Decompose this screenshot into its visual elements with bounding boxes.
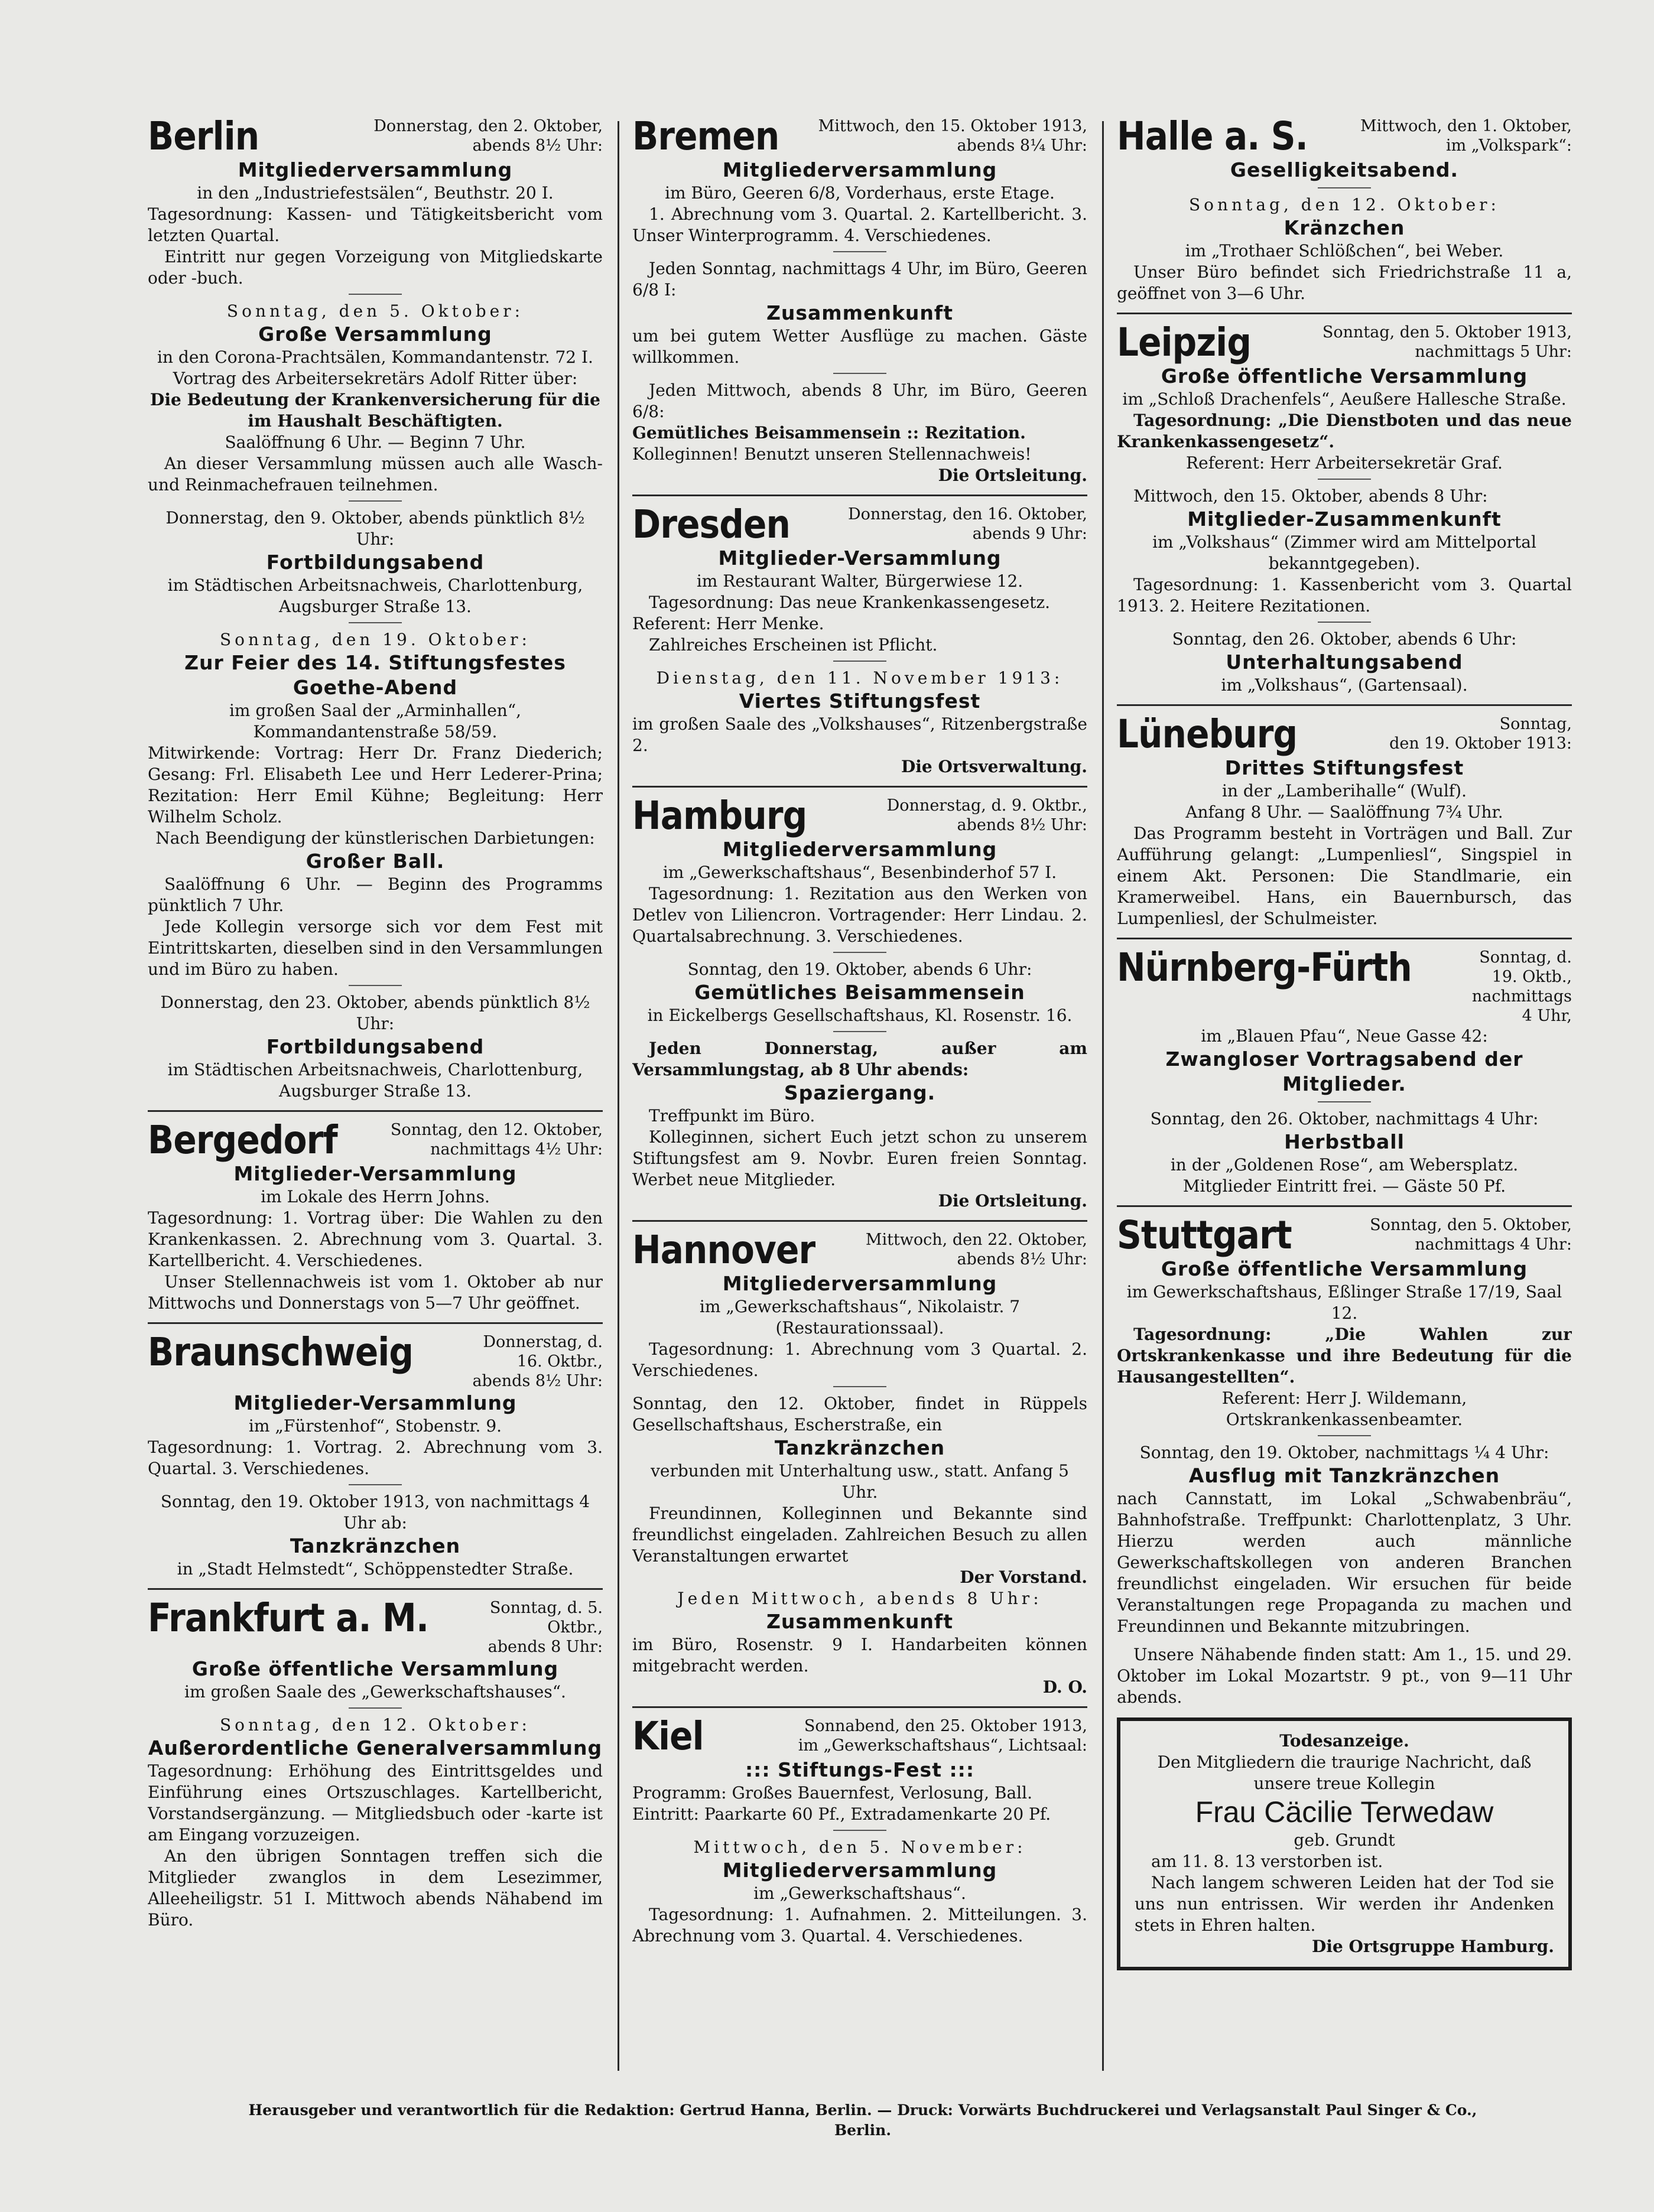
column-3	[1117, 115, 1572, 2071]
event-date: Donnerstag, d. 9. Oktbr., abends 8½ Uhr:	[886, 796, 1087, 834]
divider	[833, 661, 886, 662]
signature: Die Ortsleitung.	[938, 466, 1087, 485]
divider	[833, 373, 886, 374]
event-date: Sonntag, den 19. Oktober 1913:	[1389, 715, 1572, 753]
divider	[1318, 187, 1371, 188]
column-1	[148, 115, 603, 2071]
city-title: Berlin	[148, 115, 259, 159]
section-hamburg: Hamburg Donnerstag, d. 9. Oktbr., abends 8½ Uhr: Mitgliederversammlung im „Gewerkschaftshaus“, Besenbinderhof 57 I. Tagesordnung: 1. Rezitation aus den Werken von Detlev von Liliencron. Vortragender: Herr Lindau. 2. Quartalsabrechnung. 3. Verschiedenes. Sonntag, den 19. Oktober, abends 6 Uhr: Gemütliches Beisammensein in Eickelbergs Gesellschaftshaus, Kl. Rosenstr. 16. Jeden Donnerstag, außer am Versammlungstag, ab 8 Uhr abends: Spaziergang. Treffpunkt im Büro. Kolleginnen, sichert Euch jetzt schon zu unserem Stiftungsfest am 9. Novbr. Euren freien Sonntag. Werbet neue Mitglieder. Die Ortsleitung.	[632, 793, 1087, 1211]
section-divider	[148, 1110, 603, 1112]
city-title: Stuttgart	[1117, 1212, 1292, 1258]
deceased-name: Frau Cäcilie Terwedaw	[1195, 1795, 1494, 1829]
section-divider	[1117, 704, 1572, 706]
section-lueneburg: Lüneburg Sonntag, den 19. Oktober 1913: Drittes Stiftungsfest in der „Lamberihalle“ (Wulf). Anfang 8 Uhr. — Saalöffnung 7¾ Uhr. Das Programm besteht in Vorträgen und Ball. Zur Aufführung gelangt: „Lumpenliesl“, Singspiel in einem Akt. Personen: Die Standlmarie, ein Kramerweibel. Hans, ein Bauernbursch, das Lumpenliesl, der Schulmeister.	[1117, 711, 1572, 928]
section-braunschweig: Braunschweig Donnerstag, d. 16. Oktbr., abends 8½ Uhr: Mitglieder-Versammlung im „Fürstenhof“, Stobenstr. 9. Tagesordnung: 1. Vortrag. 2. Abrechnung vom 3. Quartal. 3. Verschiedenes. Sonntag, den 19. Oktober 1913, von nachmittags 4 Uhr ab: Tanzkränzchen in „Stadt Helmstedt“, Schöppenstedter Straße.	[148, 1329, 603, 1579]
event-date: Sonntag, den 5. Oktober 1913, nachmittags 5 Uhr:	[1322, 323, 1572, 361]
event-date: Sonntag, d. 5. Oktbr., abends 8 Uhr:	[488, 1599, 603, 1656]
city-title: Halle a. S.	[1117, 115, 1308, 159]
imprint-footer: Herausgeber und verantwortlich für die Redaktion: Gertrud Hanna, Berlin. — Druck: Vorwärts Buchdruckerei und Verlagsanstalt Paul Singer & Co., Berlin.	[248, 2102, 1477, 2139]
event-date: Mittwoch, den 22. Oktober, abends 8½ Uhr:	[865, 1231, 1087, 1268]
death-notice-heading: Todesanzeige.	[1279, 1731, 1409, 1751]
section-bergedorf: Bergedorf Sonntag, den 12. Oktober, nachmittags 4½ Uhr: Mitglieder-Versammlung im Lokale des Herrn Johns. Tagesordnung: 1. Vortrag über: Die Wahlen zu den Krankenkassen. 2. Abrechnung vom 3. Quartal. 3. Kartellbericht. 4. Verschiedenes. Unser Stellennachweis ist vom 1. Oktober ab nur Mittwochs und Donnerstags von 5—7 Uhr geöffnet.	[148, 1117, 603, 1313]
event-date: Sonntag, den 5. Oktober, nachmittags 4 Uhr:	[1370, 1216, 1572, 1254]
event-date: Sonntag, den 12. Oktober, nachmittags 4½ Uhr:	[390, 1121, 603, 1159]
divider	[1318, 479, 1371, 480]
column-divider	[1102, 121, 1104, 2071]
section-divider	[632, 1706, 1087, 1708]
section-stuttgart: Stuttgart Sonntag, den 5. Oktober, nachmittags 4 Uhr: Große öffentliche Versammlung im Gewerkschaftshaus, Eßlinger Straße 17/19, Saal 12. Tagesordnung: „Die Wahlen zur Ortskrankenkasse und ihre Bedeutung für die Hausangestellten“. Referent: Herr J. Wildemann, Ortskrankenkassenbeamter. Sonntag, den 19. Oktober, nachmittags ¼ 4 Uhr: Ausflug mit Tanzkränzchen nach Cannstatt, im Lokal „Schwabenbräu“, Bahnhofstraße. Treffpunkt: Charlottenplatz, 3 Uhr. Hierzu werden auch männliche Gewerkschaftskollegen von anderen Branchen freundlichst eingeladen. Wir ersuchen für beide Veranstaltungen rege Propaganda zu machen und Freundinnen und Bekannte mitzubringen. Unsere Nähabende finden statt: Am 1., 15. und 29. Oktober im Lokal Mozartstr. 9 pt., von 9—11 Uhr abends.	[1117, 1212, 1572, 1707]
city-title: Kiel	[632, 1713, 704, 1759]
death-notice: Todesanzeige. Den Mitgliedern die traurige Nachricht, daß unsere treue Kollegin Frau Cäcilie Terwedaw geb. Grundt am 11. 8. 13 verstorben ist. Nach langem schweren Leiden hat der Tod sie uns nun entrissen. Wir werden ihr Andenken stets in Ehren halten. Die Ortsgruppe Hamburg.	[1117, 1717, 1572, 1970]
event-date: Donnerstag, den 16. Oktober, abends 9 Uhr:	[848, 505, 1087, 543]
section-leipzig: Leipzig Sonntag, den 5. Oktober 1913, nachmittags 5 Uhr: Große öffentliche Versammlung im „Schloß Drachenfels“, Aeußere Hallesche Straße. Tagesordnung: „Die Dienstboten und das neue Krankenkassengesetz“. Referent: Herr Arbeitersekretär Graf. Mittwoch, den 15. Oktober, abends 8 Uhr: Mitglieder-Zusammenkunft im „Volkshaus“ (Zimmer wird am Mittelportal bekanntgegeben). Tagesordnung: 1. Kassenbericht vom 3. Quartal 1913. 2. Heitere Rezitationen. Sonntag, den 26. Oktober, abends 6 Uhr: Unterhaltungsabend im „Volkshaus“, (Gartensaal).	[1117, 320, 1572, 695]
divider	[349, 985, 402, 986]
section-divider	[632, 495, 1087, 496]
column-divider	[618, 121, 619, 2071]
section-kiel: Kiel Sonnabend, den 25. Oktober 1913, im „Gewerkschaftshaus“, Lichtsaal: ::: Stiftungs-Fest ::: Programm: Großes Bauernfest, Verlosung, Ball. Eintritt: Paarkarte 60 Pf., Extradamenkarte 20 Pf. Mittwoch, den 5. November: Mitgliederversammlung im „Gewerkschaftshaus“. Tagesordnung: 1. Aufnahmen. 2. Mitteilungen. 3. Abrechnung vom 3. Quartal. 4. Verschiedenes.	[632, 1713, 1087, 1946]
section-divider	[1117, 1205, 1572, 1207]
city-title: Bremen	[632, 115, 779, 159]
city-title: Bergedorf	[148, 1117, 337, 1163]
event-date: Mittwoch, den 1. Oktober, im „Volkspark“:	[1360, 117, 1572, 155]
divider	[833, 952, 886, 953]
divider	[349, 1707, 402, 1709]
city-title: Leipzig	[1117, 320, 1252, 365]
signature: Die Ortsleitung.	[938, 1191, 1087, 1211]
section-nuernberg-fuerth: Nürnberg-Fürth Sonntag, d. 19. Oktb., nachmittags 4 Uhr, im „Blauen Pfau“, Neue Gasse 42: Zwangloser Vortragsabend der Mitglieder. Sonntag, den 26. Oktober, nachmittags 4 Uhr: Herbstball in der „Goldenen Rose“, am Webersplatz. Mitglieder Eintritt frei. — Gäste 50 Pf.	[1117, 945, 1572, 1196]
event-date: Sonntag, d. 19. Oktb., nachmittags 4 Uhr,	[1471, 948, 1572, 1025]
city-title: Frankfurt a. M.	[148, 1595, 429, 1641]
event-title: Mitgliederversammlung	[238, 158, 513, 181]
city-title: Hannover	[632, 1227, 815, 1273]
divider	[349, 1484, 402, 1485]
divider	[1318, 622, 1371, 623]
divider	[833, 1830, 886, 1831]
event-date: Mittwoch, den 15. Oktober 1913, abends 8¼ Uhr:	[818, 117, 1087, 155]
divider	[833, 1031, 886, 1032]
section-berlin: Berlin Donnerstag, den 2. Oktober, abends 8½ Uhr: Mitgliederversammlung in den „Industriefestsälen“, Beuthstr. 20 I. Tagesordnung: Kassen- und Tätigkeitsbericht vom letzten Quartal. Eintritt nur gegen Vorzeigung von Mitgliedskarte oder -buch. Sonntag, den 5. Oktober: Große Versammlung in den Corona-Prachtsälen, Kommandantenstr. 72 I. Vortrag des Arbeitersekretärs Adolf Ritter über: Die Bedeutung der Krankenversicherung für die im Haushalt Beschäftigten. Saalöffnung 6 Uhr. — Beginn 7 Uhr. An dieser Versammlung müssen auch alle Wasch- und Reinmachefrauen teilnehmen. Donnerstag, den 9. Oktober, abends pünktlich 8½ Uhr: Fortbildungsabend im Städtischen Arbeitsnachweis, Charlottenburg, Augsburger Straße 13. Sonntag, den 19. Oktober: Zur Feier des 14. Stiftungsfestes Goethe-Abend im großen Saal der „Arminhallen“, Kommandantenstraße 58/59. Mitwirkende: Vortrag: Herr Dr. Franz Diederich; Gesang: Frl. Elisabeth Lee und Herr Lederer-Prina; Rezitation: Herr Emil Kühne; Begleitung: Herr Wilhelm Scholz. Nach Beendigung der künstlerischen Darbietungen: Großer Ball. Saalöffnung 6 Uhr. — Beginn des Programms pünktlich 7 Uhr. Jede Kollegin versorge sich vor dem Fest mit Eintrittskarten, dieselben sind in den Versammlungen und im Büro zu haben. Donnerstag, den 23. Oktober, abends pünktlich 8½ Uhr: Fortbildungsabend im Städtischen Arbeitsnachweis, Charlottenburg, Augsburger Straße 13.	[148, 115, 603, 1101]
divider	[1318, 1101, 1371, 1102]
section-halle: Halle a. S. Mittwoch, den 1. Oktober, im „Volkspark“: Geselligkeitsabend. Sonntag, den 12. Oktober: Kränzchen im „Trothaer Schlößchen“, bei Weber. Unser Büro befindet sich Friedrichstraße 11 a, geöffnet von 3—6 Uhr.	[1117, 115, 1572, 303]
signature: Der Vorstand.	[960, 1567, 1087, 1587]
column-2	[632, 115, 1087, 2071]
divider	[349, 500, 402, 502]
section-dresden: Dresden Donnerstag, den 16. Oktober, abends 9 Uhr: Mitglieder-Versammlung im Restaurant Walter, Bürgerwiese 12. Tagesordnung: Das neue Krankenkassengesetz. Referent: Herr Menke. Zahlreiches Erscheinen ist Pflicht. Dienstag, den 11. November 1913: Viertes Stiftungsfest im großen Saale des „Volkshauses“, Ritzenbergstraße 2. Die Ortsverwaltung.	[632, 502, 1087, 776]
city-title: Braunschweig	[148, 1329, 414, 1375]
event-date: Sonnabend, den 25. Oktober 1913, im „Gewerkschaftshaus“, Lichtsaal:	[798, 1717, 1087, 1755]
section-divider	[1117, 938, 1572, 939]
section-divider	[148, 1588, 603, 1590]
section-hannover: Hannover Mittwoch, den 22. Oktober, abends 8½ Uhr: Mitgliederversammlung im „Gewerkschaftshaus“, Nikolaistr. 7 (Restaurationssaal). Tagesordnung: 1. Abrechnung vom 3 Quartal. 2. Verschiedenes. Sonntag, den 12. Oktober, findet in Rüppels Gesellschaftshaus, Escherstraße, ein Tanzkränzchen verbunden mit Unterhaltung usw., statt. Anfang 5 Uhr. Freundinnen, Kolleginnen und Bekannte sind freundlichst eingeladen. Zahlreichen Besuch zu allen Veranstaltungen erwartet Der Vorstand. Jeden Mittwoch, abends 8 Uhr: Zusammenkunft im Büro, Rosenstr. 9 I. Handarbeiten können mitgebracht werden. D. O.	[632, 1227, 1087, 1697]
divider	[349, 294, 402, 295]
city-title: Hamburg	[632, 793, 807, 838]
section-frankfurt: Frankfurt a. M. Sonntag, d. 5. Oktbr., abends 8 Uhr: Große öffentliche Versammlung im großen Saale des „Gewerkschaftshauses“. Sonntag, den 12. Oktober: Außerordentliche Generalversammlung Tagesordnung: Erhöhung des Eintrittsgeldes und Einführung eines Ortszuschlages. Kartellbericht, Vorstandsergänzung. — Mitgliedsbuch oder -karte ist am Eingang vorzuzeigen. An den übrigen Sonntagen treffen sich die Mitglieder zwanglos in dem Lesezimmer, Alleeheiligstr. 51 I. Mittwoch abends Nähabend im Büro.	[148, 1595, 603, 1930]
divider	[833, 1386, 886, 1387]
divider	[1318, 1435, 1371, 1436]
event-date: Donnerstag, d. 16. Oktbr., abends 8½ Uhr:	[472, 1333, 603, 1390]
newspaper-page	[148, 115, 1572, 2083]
section-divider	[632, 786, 1087, 788]
city-title: Nürnberg-Fürth	[1117, 945, 1412, 990]
signature: Die Ortsverwaltung.	[901, 757, 1087, 776]
city-title: Dresden	[632, 502, 790, 547]
section-divider	[148, 1322, 603, 1324]
city-title: Lüneburg	[1117, 711, 1298, 757]
section-bremen: Bremen Mittwoch, den 15. Oktober 1913, abends 8¼ Uhr: Mitgliederversammlung im Büro, Geeren 6/8, Vorderhaus, erste Etage. 1. Abrechnung vom 3. Quartal. 2. Kartellbericht. 3. Unser Winterprogramm. 4. Verschiedenes. Jeden Sonntag, nachmittags 4 Uhr, im Büro, Geeren 6/8 I: Zusammenkunft um bei gutem Wetter Ausflüge zu machen. Gäste willkommen. Jeden Mittwoch, abends 8 Uhr, im Büro, Geeren 6/8: Gemütliches Beisammensein :: Rezitation. Kolleginnen! Benutzt unseren Stellennachweis! Die Ortsleitung.	[632, 115, 1087, 485]
signature: D. O.	[1042, 1677, 1087, 1697]
signature: Die Ortsgruppe Hamburg.	[1312, 1937, 1554, 1956]
section-divider	[632, 1220, 1087, 1222]
divider	[833, 251, 886, 252]
event-date: Donnerstag, den 2. Oktober, abends 8½ Uhr:	[373, 117, 603, 155]
section-divider	[1117, 313, 1572, 314]
divider	[349, 622, 402, 623]
